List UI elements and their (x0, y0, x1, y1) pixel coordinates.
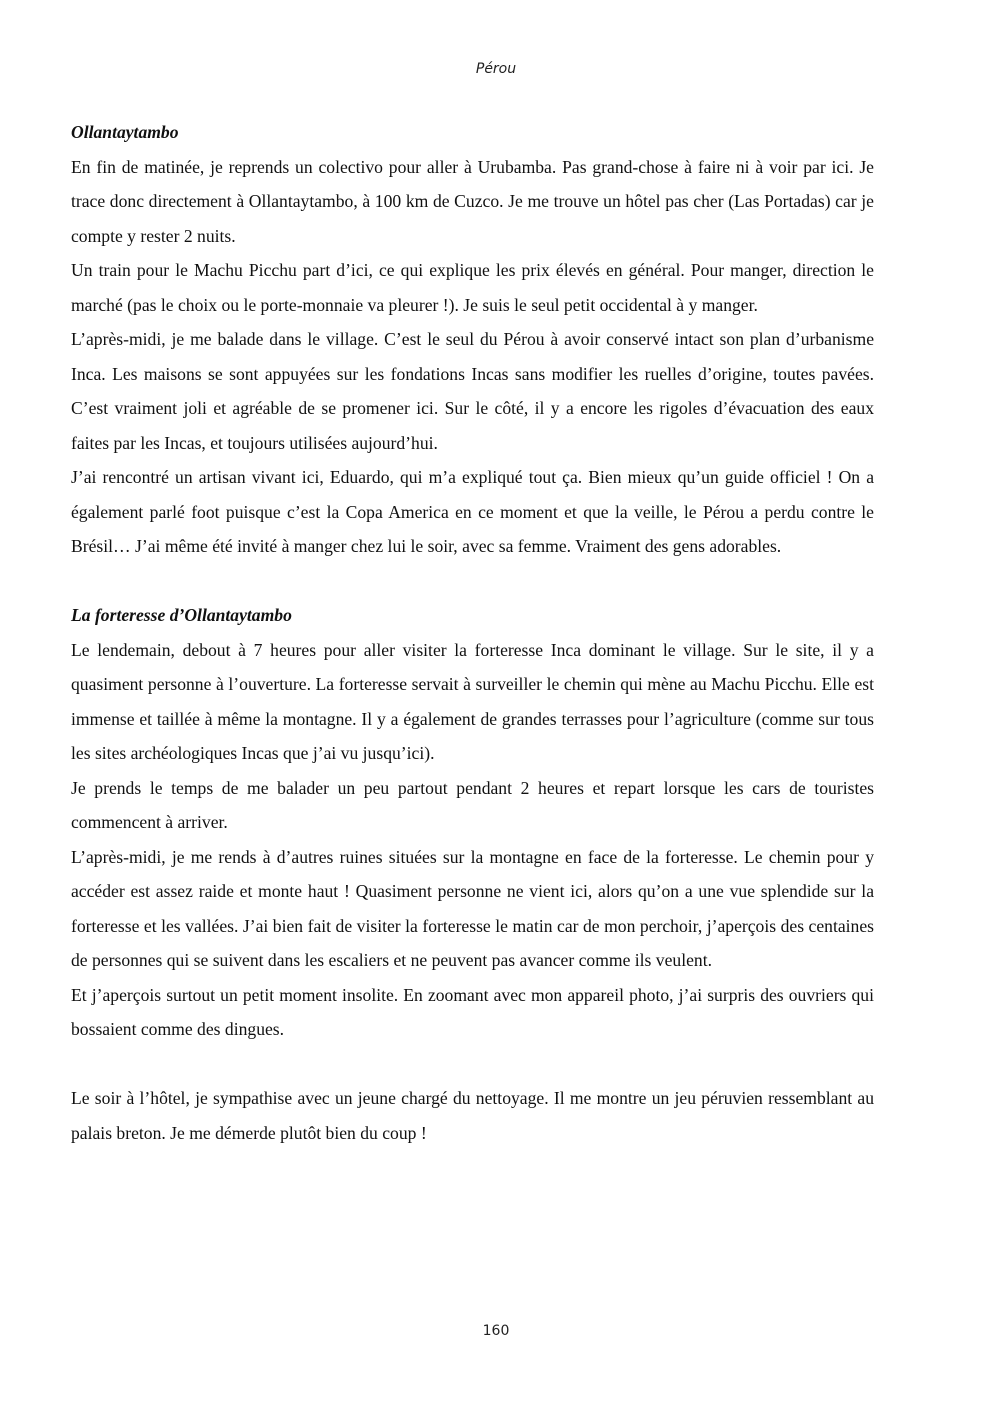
paragraph: L’après-midi, je me rends à d’autres ruines situées sur la montagne en face de la forteresse. Le chemin pour y accéder est assez raide et monte haut ! Quasiment personne ne vient ici, alors qu’on a une vue splendide sur la forteresse et les vallées. J’ai bien fait de visiter la forteresse le matin car de mon perchoir, j’aperçois des centaines de personnes qui se suivent dans les escaliers et ne peuvent pas avancer comme ils veulent. (71, 846, 874, 970)
paragraph: Un train pour le Machu Picchu part d’ici, ce qui explique les prix élevés en général. Pour manger, direction le marché (pas le choix ou le porte-monnaie va pleurer !). Je suis le seul petit occidental à y manger. (71, 260, 874, 315)
page-content (71, 115, 874, 1150)
paragraph: Je prends le temps de me balader un peu partout pendant 2 heures et repart lorsque les cars de touristes commencent à arriver. (71, 777, 874, 832)
paragraph: Et j’aperçois surtout un petit moment insolite. En zoomant avec mon appareil photo, j’ai surpris des ouvriers qui bossaient comme des dingues. (71, 984, 874, 1039)
section-spacer (71, 564, 874, 599)
paragraph: J’ai rencontré un artisan vivant ici, Eduardo, qui m’a expliqué tout ça. Bien mieux qu’un guide officiel ! On a également parlé foot puisque c’est la Copa America en ce moment et que la veille, le Pérou a perdu contre le Brésil… J’ai même été invité à manger chez lui le soir, avec sa femme. Vraiment des gens adorables. (71, 467, 874, 556)
paragraph: En fin de matinée, je reprends un colectivo pour aller à Urubamba. Pas grand-chose à faire ni à voir par ici. Je trace donc directement à Ollantaytambo, à 100 km de Cuzco. Je me trouve un hôtel pas cher (Las Portadas) car je compte y rester 2 nuits. (71, 156, 874, 246)
paragraph: L’après-midi, je me balade dans le village. C’est le seul du Pérou à avoir conservé intact son plan d’urbanisme Inca. Les maisons se sont appuyées sur les fondations Incas sans modifier les ruelles d’origine, toutes pavées. C’est vraiment joli et agréable de se promener ici. Sur le côté, il y a encore les rigoles d’évacuation des eaux faites par les Incas, et toujours utilisées aujourd’hui. (71, 329, 874, 453)
running-header: Pérou (475, 61, 517, 77)
paragraph-spacer (71, 1047, 874, 1082)
closing-paragraph: Le soir à l’hôtel, je sympathise avec un jeune chargé du nettoyage. Il me montre un jeu péruvien ressemblant au palais breton. Je me démerde plutôt bien du coup ! (71, 1088, 874, 1143)
section-title-forteresse: La forteresse d’Ollantaytambo (71, 605, 292, 625)
paragraph: Le lendemain, debout à 7 heures pour aller visiter la forteresse Inca dominant le village. Sur le site, il y a quasiment personne à l’ouverture. La forteresse servait à surveiller le chemin qui mène au Machu Picchu. Elle est immense et taillée à même la montagne. Il y a également de grandes terrasses pour l’agriculture (comme sur tous les sites archéologiques Incas que j’ai vu jusqu’ici). (71, 639, 874, 763)
page-number: 160 (482, 1323, 510, 1339)
section-title-ollantaytambo: Ollantaytambo (71, 122, 179, 142)
